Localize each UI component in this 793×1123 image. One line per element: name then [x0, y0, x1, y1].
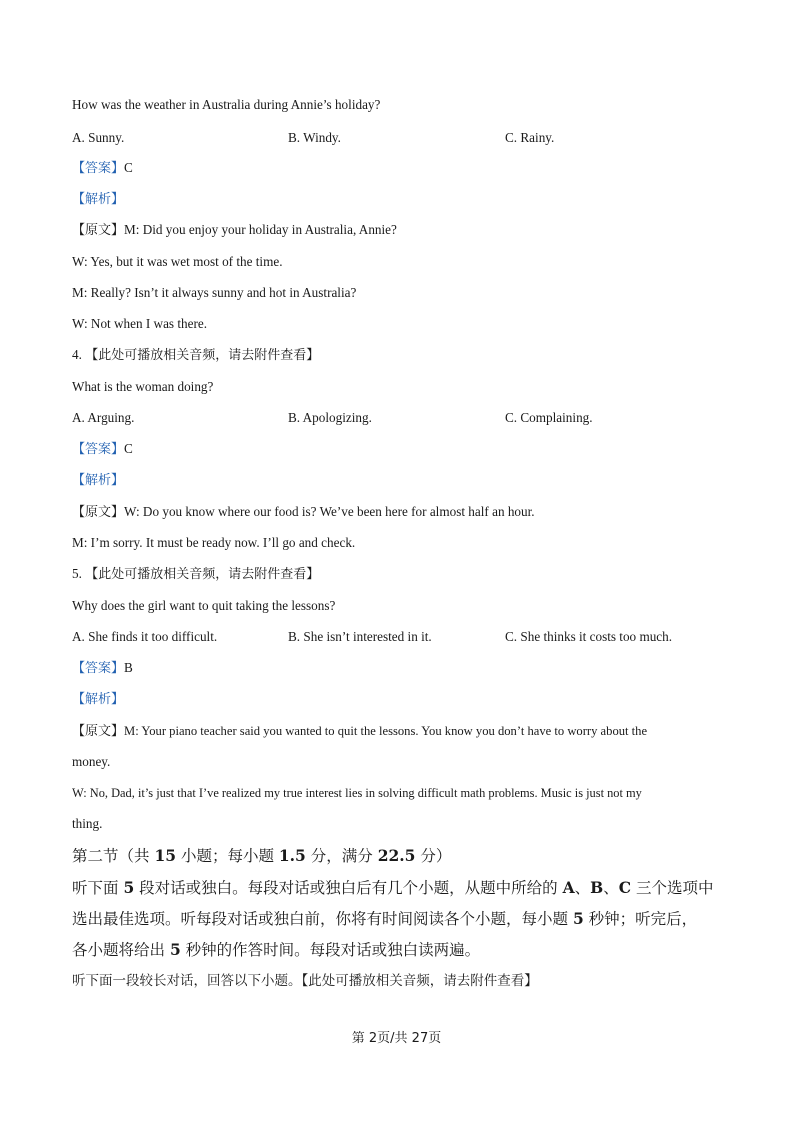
q3-question: How was the weather in Australia during Annie’s holiday?	[72, 97, 381, 112]
script-tag: 【原文】	[72, 724, 125, 739]
q3-script-line-4: W: Not when I was there.	[72, 316, 208, 331]
q5-option-c: C. She thinks it costs too much.	[505, 629, 673, 644]
q3-script-line-3: M: Really? Isn’t it always sunny and hot in Australia?	[72, 285, 357, 300]
q5-script-line-2: money.	[72, 754, 111, 769]
q4-option-c: C. Complaining.	[505, 410, 593, 425]
q5-header	[72, 565, 319, 584]
answer-tag: 【答案】	[72, 661, 125, 676]
q4-analysis-line	[72, 471, 124, 490]
section2-instruction-line-3: 各小题将给出 5 秒钟的作答时间。每段对话或独白读两遍。	[72, 940, 481, 959]
q3-option-b: B. Windy.	[288, 130, 341, 145]
section2-instruction-line-1: 听下面 5 段对话或独白。每段对话或独白后有几个小题，从题中所给的 A、B、C 三个选项中	[72, 878, 714, 897]
analysis-tag: 【解析】	[72, 473, 125, 488]
q5-option-b: B. She isn’t interested in it.	[288, 629, 432, 644]
q5-script-line-4: thing.	[72, 816, 103, 831]
q3-option-c: C. Rainy.	[505, 130, 555, 145]
q5-option-a: A. She finds it too difficult.	[72, 629, 218, 644]
section2-heading: 第二节（共 15 小题；每小题 1.5 分，满分 22.5 分）	[72, 846, 452, 865]
q5-audio-note: 【此处可播放相关音频，请去附件查看】	[85, 567, 320, 582]
analysis-tag: 【解析】	[72, 192, 125, 207]
q3-script-line-1: 【原文】M: Did you enjoy your holiday in Australia, Annie?	[72, 222, 397, 238]
page-footer: 第 2页/共 27页	[351, 1031, 442, 1046]
q4-option-b: B. Apologizing.	[288, 410, 372, 425]
q5-question: Why does the girl want to quit taking the lessons?	[72, 598, 336, 613]
q3-analysis-line	[72, 190, 124, 209]
q4-script-line-1: 【原文】W: Do you know where our food is? We’ve been here for almost half an hour.	[72, 504, 535, 520]
q5-analysis-line	[72, 690, 124, 709]
q4-option-a: A. Arguing.	[72, 410, 135, 425]
script-tag: 【原文】	[72, 223, 125, 238]
q5-answer: B	[124, 660, 133, 675]
q4-header	[72, 346, 319, 365]
analysis-tag: 【解析】	[72, 692, 125, 707]
q4-number: 4.	[72, 347, 82, 362]
q4-script-line-2: M: I’m sorry. It must be ready now. I’ll go and check.	[72, 535, 356, 550]
script-tag: 【原文】	[72, 505, 125, 520]
q3-option-a: A. Sunny.	[72, 130, 125, 145]
q3-answer-line	[72, 159, 133, 178]
q4-audio-note: 【此处可播放相关音频，请去附件查看】	[85, 348, 320, 363]
q5-number: 5.	[72, 566, 82, 581]
section2-sub-instruction: 听下面一段较长对话，回答以下小题。【此处可播放相关音频，请去附件查看】	[72, 973, 538, 989]
q3-answer: C	[124, 160, 133, 175]
section2-instruction-line-2: 选出最佳选项。听每段对话或独白前，你将有时间阅读各个小题，每小题 5 秒钟；听完后，	[72, 909, 698, 928]
q4-question: What is the woman doing?	[72, 379, 214, 394]
q4-answer-line	[72, 440, 133, 459]
q3-script-line-2: W: Yes, but it was wet most of the time.	[72, 254, 283, 269]
answer-tag: 【答案】	[72, 161, 125, 176]
q5-answer-line	[72, 659, 133, 678]
q5-script-line-3: W: No, Dad, it’s just that I’ve realized my true interest lies in solving difficult math problems. Music is just not my	[72, 786, 642, 800]
q4-answer: C	[124, 441, 133, 456]
q5-script-line-1: 【原文】M: Your piano teacher said you wanted to quit the lessons. You know you don’t have to worry about the	[72, 724, 648, 739]
answer-tag: 【答案】	[72, 442, 125, 457]
